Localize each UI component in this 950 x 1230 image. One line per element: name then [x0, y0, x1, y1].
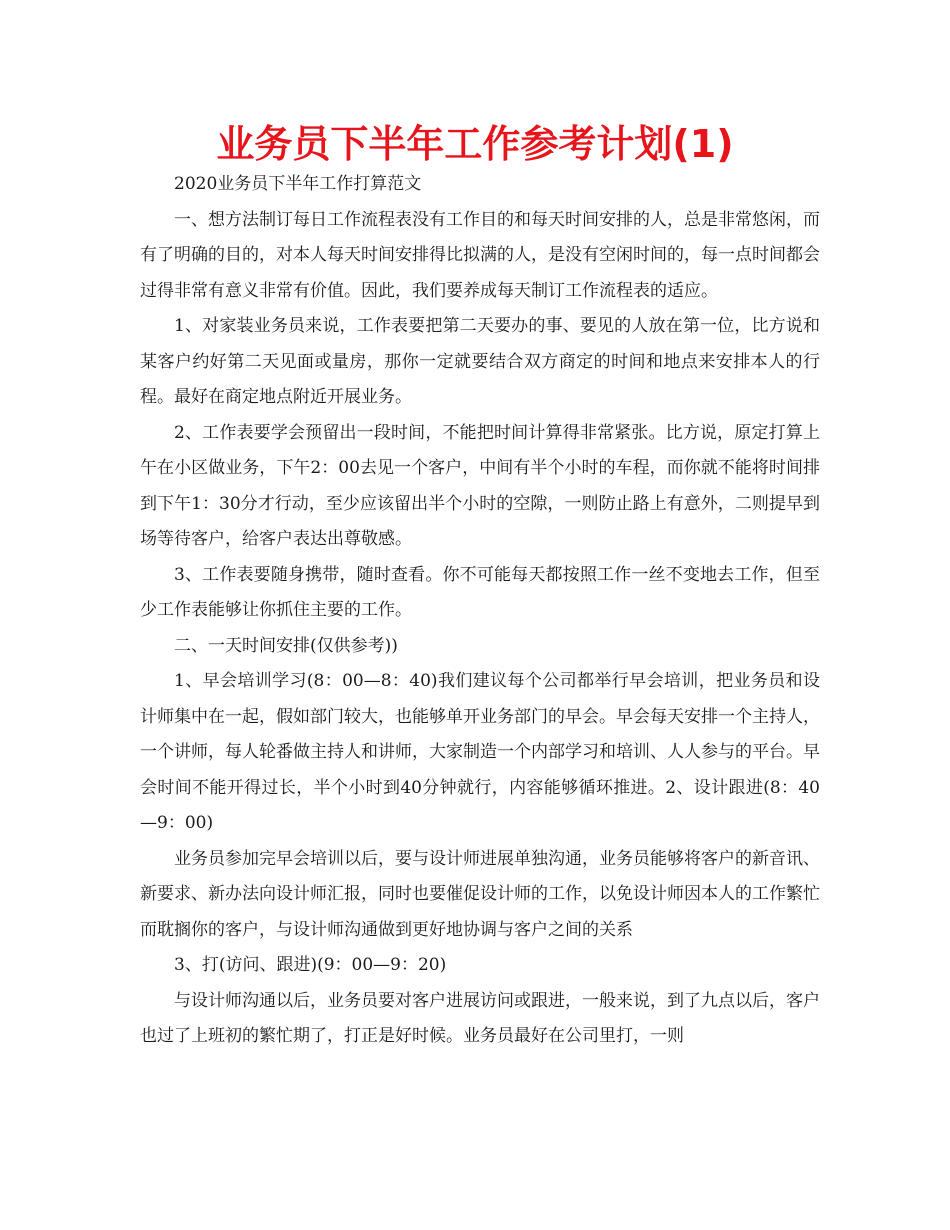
document-body — [140, 167, 820, 1055]
paragraph-section-2: 二、一天时间安排(仅供参考)) — [174, 635, 398, 656]
document-title: 业务员下半年工作参考计划(1) — [216, 122, 734, 166]
paragraph-item-3: 3、工作表要随身携带，随时查看。你不可能每天都按照工作一丝不变地去工作，但至少工作表能够让你抓住主要的工作。 — [140, 564, 820, 620]
paragraph-design-followup: 业务员参加完早会培训以后，要与设计师进展单独沟通，业务员能够将客户的新音讯、新要求、新办法向设计师汇报，同时也要催促设计师的工作，以免设计师因本人的工作繁忙而耽搁你的客户，与设计师沟通做到更好地协调与客户之间的关系 — [140, 848, 820, 940]
paragraph-morning-meeting: 1、早会培训学习(8：00—8：40)我们建议每个公司都举行早会培训，把业务员和设计师集中在一起，假如部门较大，也能够单开业务部门的早会。早会每天安排一个主持人，一个讲师，每人轮番做主持人和讲师，大家制造一个内部学习和培训、人人参与的平台。早会时间不能开得过长，半个小时到40分钟就行，内容能够循环推进。2、设计跟进(8：40—9：00) — [140, 671, 820, 833]
paragraph-item-2: 2、工作表要学会预留出一段时间，不能把时间计算得非常紧张。比方说，原定打算上午在小区做业务，下午2：00去见一个客户，中间有半个小时的车程，而你就不能将时间排到下午1：30分才行动，至少应该留出半个小时的空隙，一则防止路上有意外，二则提早到场等待客户，给客户表达出尊敬感。 — [140, 422, 820, 549]
paragraph-item-1: 1、对家装业务员来说，工作表要把第二天要办的事、要见的人放在第一位，比方说和某客户约好第二天见面或量房，那你一定就要结合双方商定的时间和地点来安排本人的行程。最好在商定地点附近开展业务。 — [140, 316, 820, 407]
paragraph-subtitle: 2020业务员下半年工作打算范文 — [174, 174, 422, 194]
paragraph-call-detail: 与设计师沟通以后，业务员要对客户进展访问或跟进，一般来说，到了九点以后，客户也过了上班初的繁忙期了，打正是好时候。业务员最好在公司里打，一则 — [140, 990, 820, 1046]
paragraph-call-heading: 3、打(访问、跟进)(9：00—9：20) — [174, 955, 447, 975]
paragraph-section-1: 一、想方法制订每日工作流程表没有工作目的和每天时间安排的人，总是非常悠闲，而有了明确的目的，对本人每天时间安排得比拟满的人，是没有空闲时间的，每一点时间都会过得非常有意义非常有价值。因此，我们要养成每天制订工作流程表的适应。 — [140, 209, 820, 301]
